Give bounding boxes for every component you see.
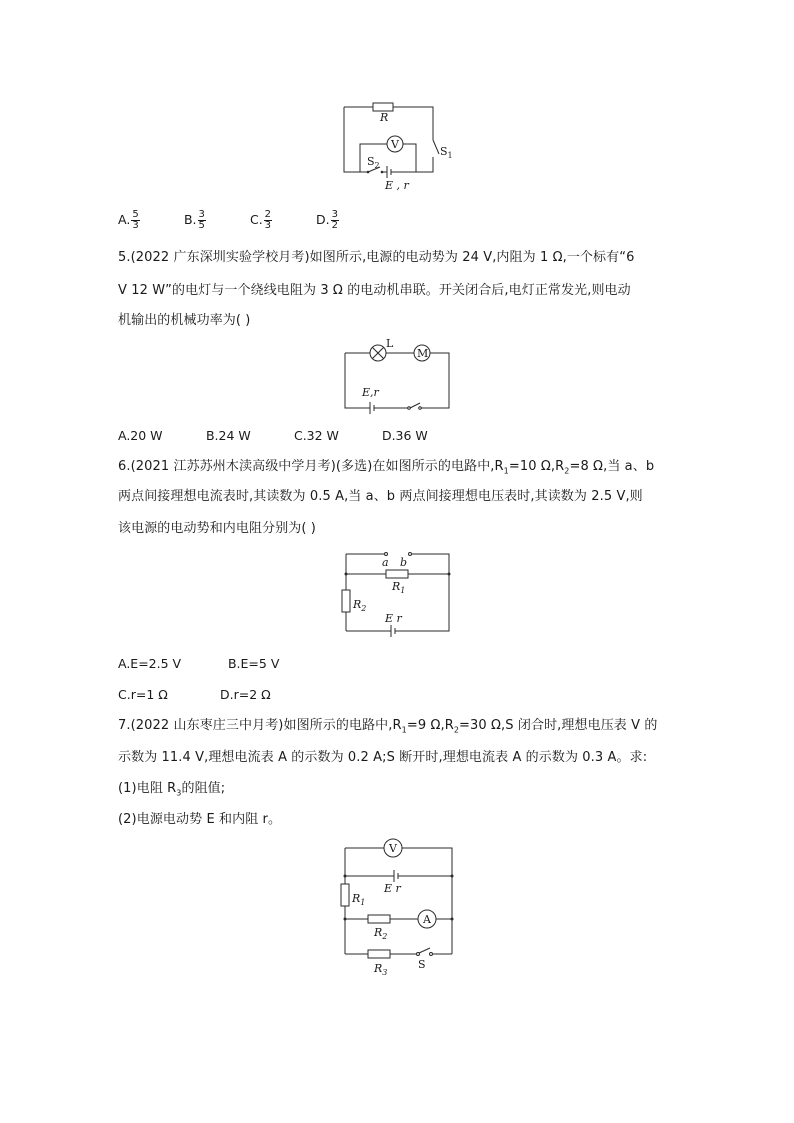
q5-line-3: 机输出的机械功率为( )	[118, 313, 251, 328]
q4-options	[118, 210, 339, 231]
svg-text:A: A	[423, 913, 431, 926]
label-b: b	[400, 556, 408, 569]
label-r2: $R_2$	[353, 598, 367, 613]
resistor-r	[373, 103, 393, 111]
label-a: a	[382, 556, 389, 569]
option-c[interactable]: C.32 W	[293, 428, 339, 443]
switch-s	[419, 948, 430, 953]
q5-line-1: 5.(2022 广东深圳实验学校月考)如图所示,电源的电动势为 24 V,内阻为 1 Ω,一个标有“6	[118, 250, 635, 265]
q7-line-4: (2)电源电动势 E 和内阻 r。	[118, 812, 282, 827]
label-emf: E r	[384, 882, 401, 895]
q6-options-row-2	[118, 685, 271, 705]
label-emf: E,r	[362, 386, 379, 399]
q6-line-3: 该电源的电动势和内电阻分别为( )	[118, 521, 316, 536]
option-d[interactable]: D.r=2 Ω	[219, 687, 271, 702]
label-emf: E , r	[385, 179, 409, 192]
q6-options-row-1	[118, 654, 279, 674]
label-r: R	[380, 111, 389, 124]
svg-text:V: V	[391, 138, 399, 151]
lamp-icon	[370, 345, 386, 361]
option-b[interactable]: B. $\frac{3}{5}$	[183, 209, 205, 231]
label-s2: $S_2$	[367, 155, 380, 170]
label-s: S	[418, 958, 426, 971]
option-a[interactable]: A. $\frac{5}{3}$	[118, 209, 139, 231]
circuit-diagram-q4	[330, 92, 470, 202]
label-r2: $R_2$	[374, 926, 388, 941]
q7-line-2: 示数为 11.4 V,理想电流表 A 的示数为 0.2 A;S 断开时,理想电流表 A 的示数为 0.3 A。求:	[118, 750, 648, 765]
option-b[interactable]: B.24 W	[205, 428, 251, 443]
svg-text:V: V	[389, 842, 397, 855]
q5-options	[118, 426, 428, 446]
label-emf: E r	[385, 612, 402, 625]
option-d[interactable]: D. $\frac{3}{2}$	[315, 209, 338, 231]
q5-line-2: V 12 W”的电灯与一个绕线电阻为 3 Ω 的电动机串联。开关闭合后,电灯正常发光,则电动	[118, 283, 631, 298]
resistor-r2	[368, 915, 390, 923]
option-a[interactable]: A.E=2.5 V	[118, 656, 182, 671]
label-lamp: L	[386, 337, 394, 350]
label-s1: $S_1$	[440, 145, 453, 160]
option-c[interactable]: C.r=1 Ω	[118, 687, 168, 702]
label-r3: $R_3$	[374, 962, 388, 977]
circuit-diagram-q7	[338, 836, 462, 982]
option-a[interactable]: A.20 W	[118, 428, 163, 443]
switch-s1	[433, 140, 439, 154]
q6-line-1: 6.(2021 江苏苏州木渎高级中学月考)(多选)在如图所示的电路中$,R_1=10$ $\Omega,R_2=8$ Ω,当 a、b	[118, 459, 655, 476]
resistor-r1	[341, 884, 349, 906]
option-b[interactable]: B.E=5 V	[227, 656, 280, 671]
resistor-r2	[342, 590, 350, 612]
svg-text:M: M	[417, 347, 429, 360]
resistor-r3	[368, 950, 390, 958]
circuit-diagram-q5	[340, 338, 455, 418]
q6-line-2: 两点间接理想电流表时,其读数为 0.5 A,当 a、b 两点间接理想电压表时,其读数为 2.5 V,则	[118, 489, 643, 504]
resistor-r1	[386, 570, 408, 578]
label-r1: $R_1$	[352, 892, 366, 907]
option-c[interactable]: C. $\frac{2}{3}$	[249, 209, 272, 231]
q7-line-3: (1)电阻 $R_3$的阻值;	[118, 781, 226, 798]
option-d[interactable]: D.36 W	[381, 428, 428, 443]
q7-line-1: 7.(2022 山东枣庄三中月考)如图所示的电路中$,R_1=9$ $\Omega,R_2=30$ Ω,S 闭合时,理想电压表 V 的	[118, 718, 658, 735]
label-r1: $R_1$	[392, 580, 406, 595]
circuit-diagram-q6	[340, 546, 460, 638]
